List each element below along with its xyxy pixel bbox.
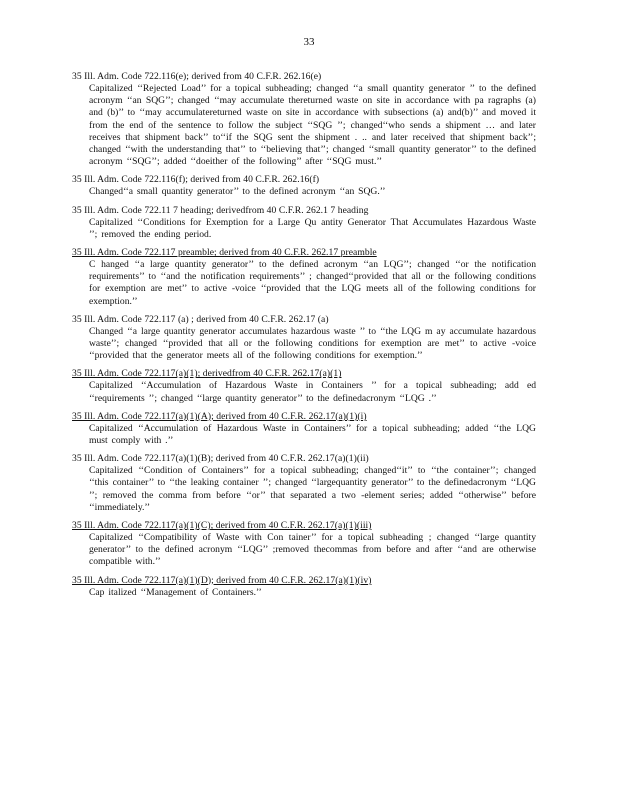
entry-heading: 35 Ill. Adm. Code 722.116(e); derived from 40 C.F.R. 262.16(e) — [72, 71, 322, 82]
entry-body: C hanged ‘‘a large quantity generator’’ to the defined acronym ‘‘an LQG’’; changed ‘‘or the notification requirements’’ to ‘‘and the notification requirements’’ ; changed‘‘provided that all or the following conditions for exemption are met’’ to active -voice ‘‘provided that the LQG meets all of the following conditions for exemption.’’ — [89, 259, 536, 307]
entry-body: Capitalized ‘‘Conditions for Exemption for a Large Qu antity Generator That Accumulates Hazardous Waste ’’; removed the ending period. — [89, 216, 536, 240]
entry-body: Capitalized ‘‘Accumulation of Hazardous Waste in Containers’’ for a topical subheading; added ‘‘the LQG must comply with .’’ — [89, 422, 536, 447]
entry-heading: 35 Ill. Adm. Code 722.117 (a) ; derived from 40 C.F.R. 262.17 (a) — [72, 313, 329, 325]
entry-body: Capitalized ‘‘Compatibility of Waste with Con tainer’’ for a topical subheading ; changed ‘‘large quantity generator’’ to the defined acronym ‘‘LQG’’ ;removed thecommas from before and after ‘‘and are otherwise compatible with.’’ — [89, 532, 536, 568]
entry — [72, 520, 536, 569]
entry-body: Changed ‘‘a large quantity generator accumulates hazardous waste ’’ to ‘‘the LQG m ay accumulate hazardous waste’’; changed ‘‘provided that all or the following conditions for exemption are met’’ to active -voice ‘‘provided that the generator meets all of the following conditions for exemption.’’ — [89, 325, 536, 362]
entry — [72, 411, 536, 447]
amendment-entries — [72, 71, 536, 605]
entry-body: Capitalized ‘‘Rejected Load’’ for a topical subheading; changed ‘‘a small quantity generator ’’ to the defined acronym ‘‘an SQG’’; changed ‘‘may accumulate thereturned waste on site in accordance with pa ragraphs (a) and (b)’’ to ‘‘may accumulatereturned waste on site in accordance with subsections (a) and(b)’’ and moved it from the end of the sentence to follow the subject ‘‘SQG ’’; changed‘‘who sends a shipment … and later receives that shipment back’’ to‘‘if the SQG sent the shipment . .. and later received that shipment back’’; changed ‘‘with the understanding that’’ to ‘‘believing that’’; changed ‘‘small quantity generator’’ to the defined acronym ‘‘SQG’’; added ‘‘doeither of the following’’ after ‘‘SQG must.’’ — [89, 83, 536, 168]
entry — [72, 314, 536, 363]
entry-heading: 35 Ill. Adm. Code 722.11 7 heading; derivedfrom 40 C.F.R. 262.1 7 heading — [72, 204, 369, 216]
entry — [72, 247, 536, 308]
entry — [72, 453, 536, 514]
entry-body: Capitalized ‘‘Accumulation of Hazardous Waste in Containers ’’ for a topical subheading; add ed ‘‘requirements ’’; changed ‘‘large quantity generator’’ to the definedacronym ‘‘LQG .’’ — [89, 380, 536, 404]
entry-body: Capitalized ‘‘Condition of Containers’’ for a topical subheading; changed‘‘it’’ to ‘‘the container’’; changed ‘‘this container’’ to ‘‘the leaking container ’’; changed ‘‘largequantity generator’’ to the definedacronym ‘‘LQG ’’; removed the comma from before ‘‘or’’ that separated a two -element series; added ‘‘otherwise’’ before ‘‘immediately.’’ — [89, 465, 536, 513]
entry-heading: 35 Ill. Adm. Code 722.116(f); derived from 40 C.F.R. 262.16(f) — [72, 174, 320, 186]
entry-heading: 35 Ill. Adm. Code 722.117(a)(1)(A); derived from 40 C.F.R. 262.17(a)(1)(i) — [72, 410, 367, 422]
entry — [72, 368, 536, 404]
entry — [72, 71, 536, 168]
entry-heading: 35 Ill. Adm. Code 722.117(a)(1)(C); derived from 40 C.F.R. 262.17(a)(1)(iii) — [72, 520, 372, 532]
entry-heading: 35 Ill. Adm. Code 722.117(a)(1)(B); derived from 40 C.F.R. 262.17(a)(1)(ii) — [72, 453, 369, 465]
entry-heading: 35 Ill. Adm. Code 722.117(a)(1); derivedfrom 40 C.F.R. 262.17(a)(1) — [72, 368, 342, 380]
entry-heading: 35 Ill. Adm. Code 722.117(a)(1)(D); derived from 40 C.F.R. 262.17(a)(1)(iv) — [72, 574, 372, 586]
entry-body: Cap italized ‘‘Management of Containers.’’ — [89, 586, 262, 598]
entry — [72, 575, 536, 599]
page-number: 33 — [303, 36, 315, 48]
entry-body: Changed‘‘a small quantity generator’’ to the defined acronym ‘‘an SQG.’’ — [89, 186, 386, 198]
entry — [72, 205, 536, 241]
entry — [72, 174, 536, 198]
entry-heading: 35 Ill. Adm. Code 722.117 preamble; derived from 40 C.F.R. 262.17 preamble — [72, 247, 377, 259]
